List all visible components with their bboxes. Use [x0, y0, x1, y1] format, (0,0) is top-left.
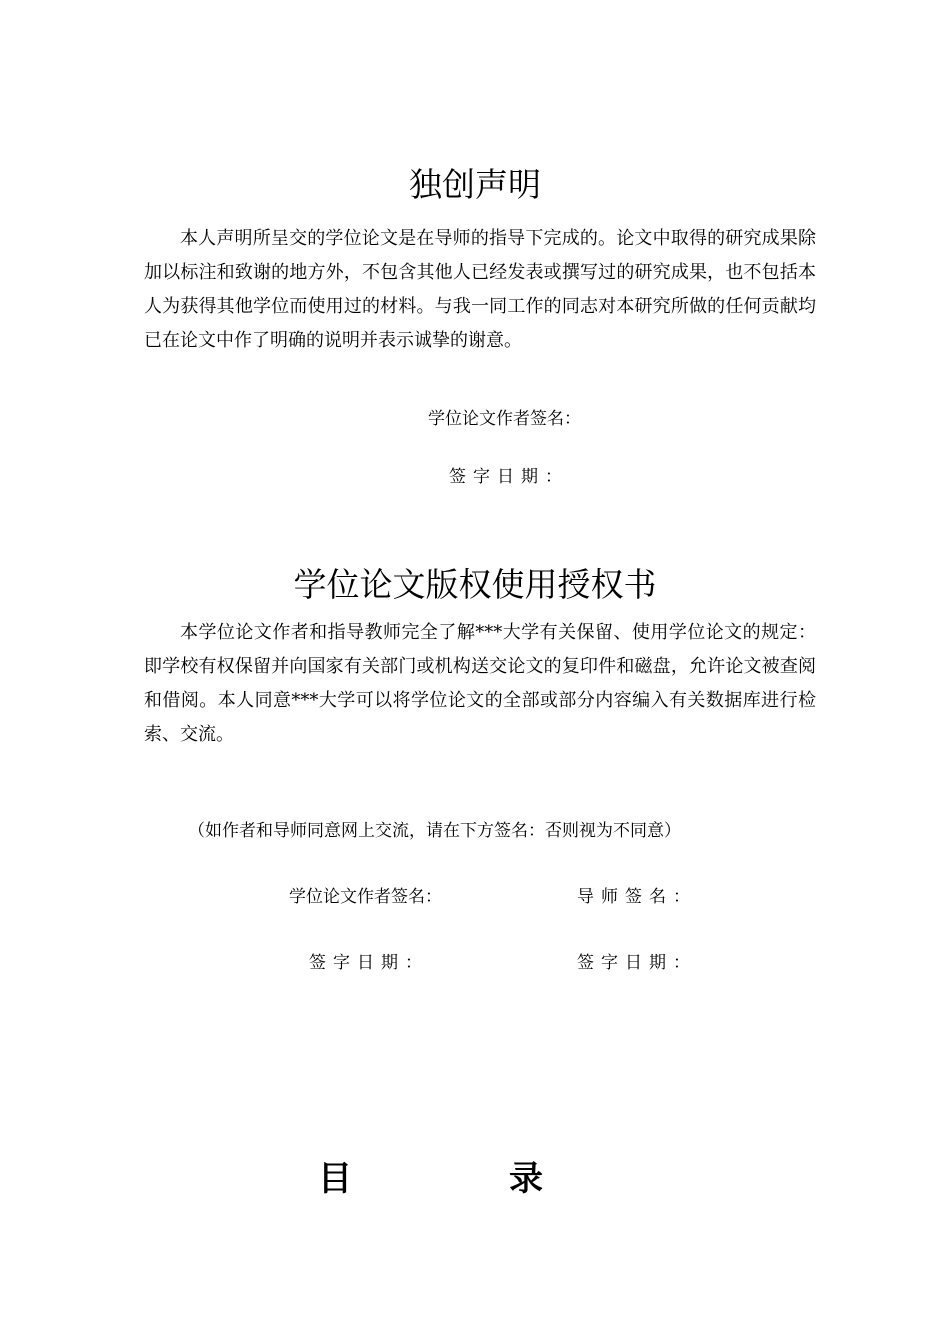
declaration-author-signature-label: 学位论文作者签名：: [428, 409, 581, 429]
authorization-body: 本学位论文作者和指导教师完全了解***大学有关保留、使用学位论文的规定：即学校有权保留并向国家有关部门或机构送交论文的复印件和磁盘，允许论文被查阅和借阅。本人同意***大学可以将学位论文的全部或部分内容编入有关数据库进行检索、交流。: [144, 622, 816, 745]
authorization-author-date-label: 签字日期：: [309, 953, 429, 973]
authorization-advisor-signature-label: 导师签名：: [577, 887, 697, 907]
declaration-date-label: 签字日期：: [449, 467, 569, 487]
authorization-title: 学位论文版权使用授权书: [293, 565, 657, 604]
toc-title-char-1: 目: [318, 1159, 352, 1199]
authorization-advisor-date-label: 签字日期：: [577, 953, 697, 973]
declaration-title: 独创声明: [409, 165, 541, 204]
declaration-body: 本人声明所呈交的学位论文是在导师的指导下完成的。论文中取得的研究成果除加以标注和致谢的地方外，不包含其他人已经发表或撰写过的研究成果，也不包括本人为获得其他学位而使用过的材料。与我一同工作的同志对本研究所做的任何贡献均已在论文中作了明确的说明并表示诚挚的谢意。: [144, 228, 816, 351]
toc-title-char-2: 录: [509, 1159, 543, 1199]
authorization-note: （如作者和导师同意网上交流，请在下方签名：否则视为不同意）: [188, 821, 681, 841]
authorization-author-signature-label: 学位论文作者签名：: [289, 887, 442, 907]
